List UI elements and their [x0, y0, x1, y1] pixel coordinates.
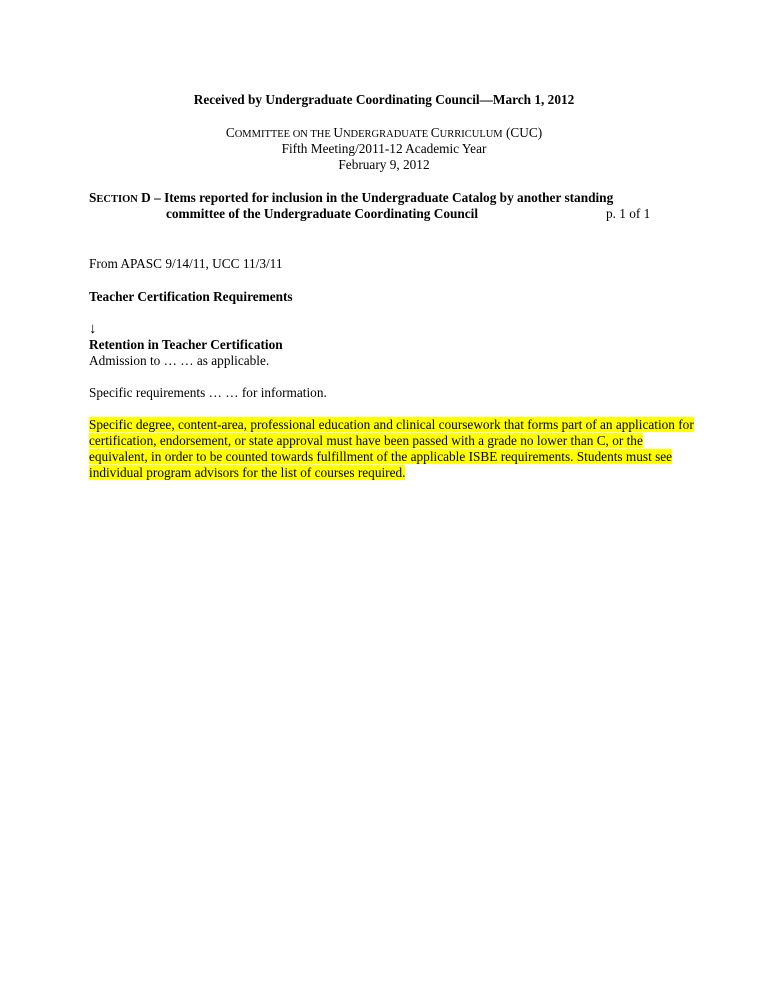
- committee-u: U: [333, 125, 343, 140]
- meeting-line: Fifth Meeting/2011-12 Academic Year: [281, 141, 487, 156]
- admission-text: Admission to … … as applicable.: [89, 353, 270, 368]
- committee-ommittee: OMMITTEE ON THE: [234, 129, 334, 140]
- committee-urriculum: URRICULUM: [439, 129, 503, 140]
- committee-ndergraduate: NDERGRADUATE: [342, 129, 431, 140]
- highlighted-line-4: [89, 465, 405, 481]
- received-line: Received by Undergraduate Coordinating Council—March 1, 2012: [193, 92, 575, 107]
- from-line: From APASC 9/14/11, UCC 11/3/11: [89, 256, 283, 271]
- down-arrow-icon: ↓: [89, 321, 97, 337]
- committee-c: C: [225, 125, 235, 140]
- retention-heading: Retention in Teacher Certification: [89, 337, 283, 352]
- highlight-span: individual program advisors for the list of courses required.: [89, 465, 406, 480]
- highlight-span: certification, endorsement, or state approval must have been passed with a grade no lower than C, or the: [89, 433, 643, 448]
- date-line: February 9, 2012: [338, 157, 430, 172]
- committee-c2: C: [430, 125, 440, 140]
- highlight-span: equivalent, in order to be counted towards fulfillment of the applicable ISBE requirements. Students must see: [89, 449, 673, 464]
- highlight-span: Specific degree, content-area, professional education and clinical coursework that forms part of an application for: [89, 417, 694, 432]
- highlighted-line-1: [89, 417, 694, 433]
- requirements-heading: Teacher Certification Requirements: [89, 289, 293, 304]
- section-s: S: [89, 190, 97, 205]
- section-title: D – Items reported for inclusion in the Undergraduate Catalog by another standing: [137, 190, 614, 205]
- highlighted-line-3: [89, 449, 672, 465]
- section-heading-line2: committee of the Undergraduate Coordinating Council: [166, 206, 479, 221]
- specific-requirements-text: Specific requirements … … for information.: [89, 385, 327, 400]
- committee-abbrev: (CUC): [502, 125, 543, 140]
- page-reference: p. 1 of 1: [606, 206, 651, 221]
- section-ection: ECTION: [96, 194, 138, 205]
- highlighted-line-2: [89, 433, 643, 449]
